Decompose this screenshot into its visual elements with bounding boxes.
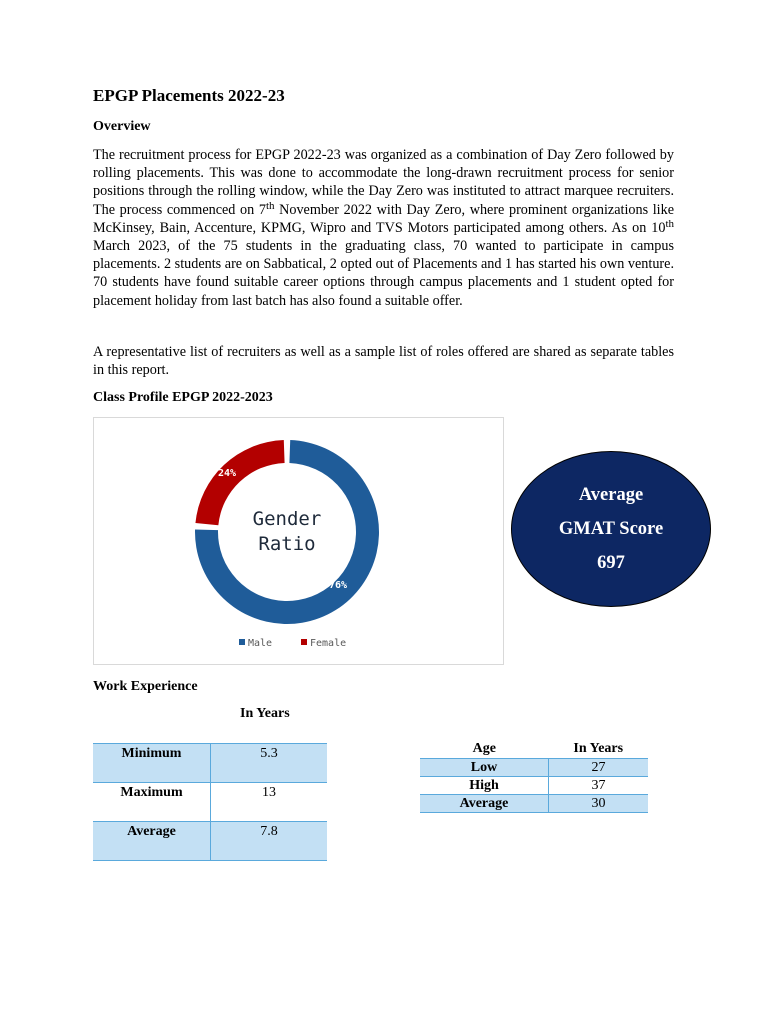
overview-text-c: March 2023, of the 75 students in the graduating class, 70 wanted to participate in campus placements. 2 students are on Sabbatical, 2 opted out of Placements and 1 has started his own venture. 70 students have found suitable career options through campus placements and 1 student opted for placement holiday from last batch has also found a suitable offer. xyxy=(93,238,674,309)
overview-text-a: The recruitment process for EPGP 2022-23 was organized as a combination of Day Zero followed by rolling placements. This was done to accommodate the long-drawn recruitment process for senior positions through the rolling window, while the Day Zero was instituted to attract marquee recruiters. The process commenced on 7 xyxy=(93,147,674,218)
table-row xyxy=(420,777,648,795)
age-table xyxy=(420,740,648,813)
table-row xyxy=(93,783,327,822)
gender-donut-svg xyxy=(94,418,505,666)
table-row xyxy=(420,759,648,777)
page-title: EPGP Placements 2022-23 xyxy=(93,86,285,105)
row-value: 27 xyxy=(549,759,649,777)
legend-swatch-male xyxy=(239,639,245,645)
row-value: 7.8 xyxy=(211,822,328,861)
work-experience-table xyxy=(93,743,327,861)
gmat-score-badge xyxy=(511,451,711,607)
gmat-score-value: 697 xyxy=(597,553,625,573)
work-experience-heading: Work Experience xyxy=(93,679,198,694)
recruiters-paragraph: A representative list of recruiters as well as a sample list of roles offered are shared as separate tables in this report. xyxy=(93,344,674,379)
row-label: Minimum xyxy=(93,744,211,783)
overview-paragraph xyxy=(93,146,674,310)
legend-label-female: Female xyxy=(310,638,347,649)
table-row xyxy=(420,795,648,813)
years-column-header: In Years xyxy=(573,741,624,756)
row-label: Low xyxy=(420,759,549,777)
row-value: 13 xyxy=(211,783,328,822)
age-column-header: Age xyxy=(472,741,496,756)
superscript-th-1: th xyxy=(265,199,275,212)
class-profile-heading: Class Profile EPGP 2022-2023 xyxy=(93,390,273,405)
row-value: 30 xyxy=(549,795,649,813)
overview-heading: Overview xyxy=(93,119,151,134)
male-value-label: 76% xyxy=(328,580,348,591)
chart-title-line2: Ratio xyxy=(258,533,316,555)
legend-label-male: Male xyxy=(248,638,273,649)
row-label: Maximum xyxy=(93,783,211,822)
row-label: Average xyxy=(93,822,211,861)
overview-text-b: November 2022 with Day Zero, where prominent organizations like McKinsey, Bain, Accenture, KPMG, Wipro and TVS Motors participated among others. As on 10 xyxy=(93,201,674,236)
table-header-row xyxy=(420,740,648,759)
gmat-line-1: Average xyxy=(578,485,644,505)
row-value: 37 xyxy=(549,777,649,795)
chart-title-line1: Gender xyxy=(252,508,322,530)
legend-swatch-female xyxy=(301,639,307,645)
gmat-line-2: GMAT Score xyxy=(558,519,664,539)
female-value-label: 24% xyxy=(217,468,237,479)
work-experience-unit-header: In Years xyxy=(240,706,290,721)
gender-ratio-chart xyxy=(93,417,504,665)
table-row xyxy=(93,822,327,861)
row-value: 5.3 xyxy=(211,744,328,783)
row-label: Average xyxy=(420,795,549,813)
row-label: High xyxy=(420,777,549,795)
table-row xyxy=(93,744,327,783)
superscript-th-2: th xyxy=(665,217,674,230)
